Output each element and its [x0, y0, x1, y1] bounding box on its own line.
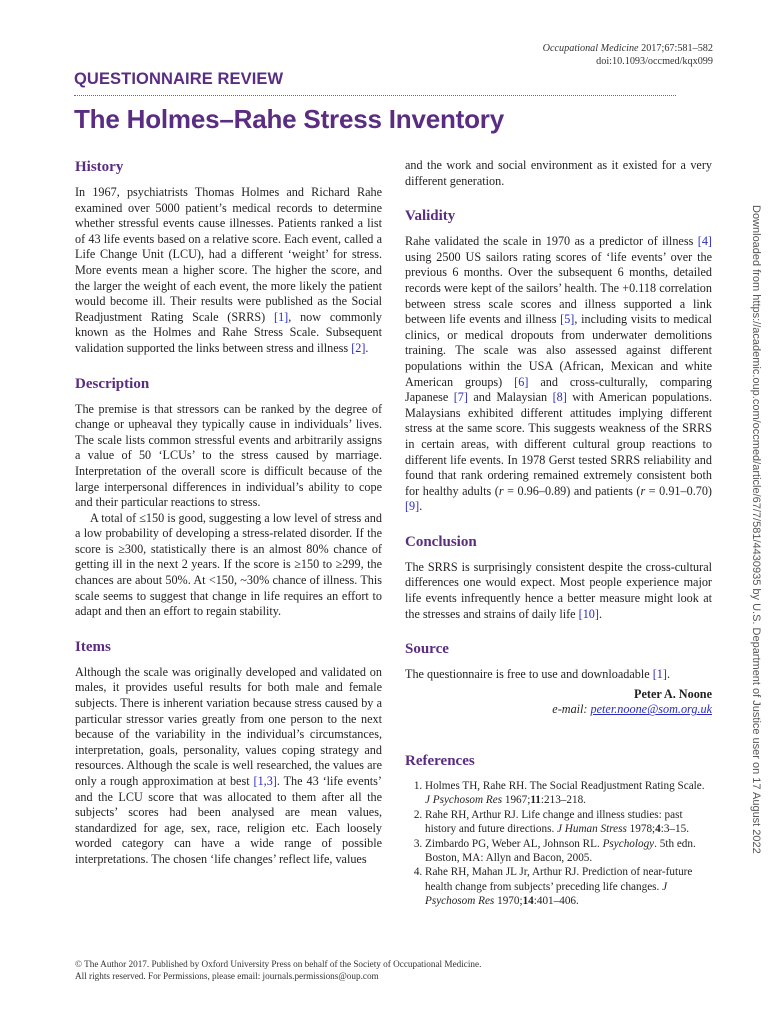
reference-item — [425, 779, 712, 808]
history-text: , now commonly known as the Holmes and Rahe Stress Scale. Subsequent validation supported the links between stress and illness — [75, 309, 383, 355]
ref-authors: Zimbardo PG, Weber AL, Johnson RL. — [425, 837, 603, 850]
validity-text: . — [419, 499, 423, 514]
email-link[interactable]: peter.noone@som.org.uk — [590, 702, 712, 717]
left-column — [75, 158, 382, 868]
citation-link[interactable]: [1,3] — [253, 774, 277, 788]
author-name: Peter A. Noone — [634, 686, 712, 701]
ref-publisher: . 5th edn. Boston, MA: Allyn and Bacon, 2005. — [425, 837, 696, 865]
conclusion-text: . — [598, 606, 602, 621]
source-paragraph — [405, 667, 712, 683]
reference-item — [425, 837, 712, 866]
reference-item — [425, 865, 712, 908]
validity-text: = 0.91–0.70) — [645, 483, 712, 498]
ref-volume: 4 — [655, 823, 661, 836]
conclusion-heading: Conclusion — [405, 533, 477, 550]
section-kicker: QUESTIONNAIRE REVIEW — [74, 70, 284, 88]
source-text: . — [666, 667, 670, 682]
ref-journal: J Human Stress — [557, 823, 627, 836]
copyright-footer — [75, 958, 481, 982]
reference-item — [425, 808, 712, 837]
citation-link[interactable]: [2] — [351, 340, 366, 355]
journal-citation: 2017;67:581–582 — [638, 43, 713, 54]
ref-year: 1978; — [626, 823, 656, 836]
references-heading: References — [405, 753, 475, 770]
validity-text: using 2500 US sailors rating scores of ‘life events’ over the previous 6 months. Over the subsequent 6 months, detailed records were kept of the sailors’ health. The +0.118 correlation between stress scale scores and illness supported a link between life events and illness — [405, 249, 712, 327]
description-paragraph-1: The premise is that stressors can be ranked by the degree of change or upheaval they typically cause in individuals’ lives. The scale lists common stressful events and arbitrarily assigns a value of 50 ‘LCUs’ to the stress caused by marriage. Interpretation of the overall score is difficult because of the large interpersonal differences in individual’s ability to cope and their particular reactions to stress. — [75, 401, 382, 510]
ref-volume: 14 — [522, 895, 534, 908]
conclusion-text: The SRRS is surprisingly consistent despite the cross-cultural differences one would expect. Most people experience major life events infrequently hence a better measure might look at the stresses and strains of daily life — [405, 559, 712, 621]
ref-volume: 11 — [530, 794, 541, 807]
items-text: Although the scale was originally developed and validated on males, it provides useful results for both male and female subjects. There is inherent variation because stress caused by a particular stressor varies greatly from one person to the next because of the variability in the individual’s circumstances, interpretation, goals, personality, values coping strategy and resources. Although the scale is well researched, the values are only a rough approximation at best — [75, 664, 382, 788]
history-text: In 1967, psychiatrists Thomas Holmes and Richard Rahe examined over 5000 patient’s medical records to determine whether stressful events cause illnesses. Patients ranked a list of 43 life events based on a relative score. Each event, called a Life Change Unit (LCU), had a different ‘weight’ for stress. More events mean a higher score. The higher the score, and the larger the weight of each event, the more likely the patient would become ill. Their results were published as the Social Readjustment Rating Scale (SRRS) — [75, 185, 382, 324]
validity-text: with American populations. Malaysians exhibited different attitudes implying different stress at the same score. This suggests weakness of the SRRS in certain areas, with different cultural group reactions to different life events. In 1978 Gerst tested SRRS reliability and found that rank ordering remained extremely consistent both for healthy adults ( — [405, 390, 713, 498]
conclusion-paragraph — [405, 560, 712, 622]
ref-year: 1967; — [502, 794, 531, 807]
ref-journal: Psychology — [602, 837, 655, 850]
email-label: e-mail: — [552, 702, 591, 717]
citation-link[interactable]: [1] — [274, 309, 289, 324]
dotted-divider — [74, 95, 676, 96]
citation-link[interactable]: [8] — [552, 390, 567, 405]
validity-text: and Malaysian — [467, 390, 553, 405]
items-heading: Items — [75, 638, 111, 655]
items-continued: and the work and social environment as it existed for a very different generation. — [405, 158, 712, 188]
ref-journal: J Psychosom Res — [425, 880, 668, 908]
items-paragraph — [75, 665, 382, 868]
journal-name: Occupational Medicine — [542, 43, 639, 54]
citation-link[interactable]: [10] — [578, 606, 599, 621]
ref-authors: Rahe RH, Mahan JL Jr, Arthur RJ. Prediction of near-future health change from subjects’ preceding life changes. — [425, 866, 693, 893]
citation-link[interactable]: [5] — [560, 312, 575, 327]
validity-text: , including visits to medical clinics, or medical dropouts from underwater demolitions training. The scale was also assessed against different populations within the USA (African, Mexican and white American groups) — [405, 312, 712, 389]
description-heading: Description — [75, 375, 150, 392]
description-paragraph-2: A total of ≤150 is good, suggesting a low level of stress and a low probability of developing a stress-related disorder. If the score is ≥300, statistically there is an almost 80% chance of getting ill in the next 2 years. If the score is ≥150 to ≥299, the chances are about 50%. At <150, ~30% chance of illness. This scale seems to suggest that change in life requires an effort to adapt and then an effort to regain stability. — [75, 510, 382, 619]
source-heading: Source — [405, 641, 449, 658]
ref-journal: J Psychosom Res — [425, 794, 503, 807]
validity-paragraph — [405, 234, 712, 515]
author-block — [405, 687, 712, 718]
validity-text: and cross-culturally, comparing Japanese — [405, 374, 712, 405]
doi[interactable]: doi:10.1093/occmed/kqx099 — [596, 56, 713, 67]
validity-heading: Validity — [405, 208, 456, 225]
author-email — [405, 702, 712, 718]
validity-text: = 0.96–0.89) and patients ( — [503, 483, 641, 498]
citation-link[interactable]: [7] — [453, 390, 468, 405]
ref-pages: :401–406. — [533, 895, 579, 908]
citation-link[interactable]: [4] — [697, 234, 712, 249]
stat-symbol: r — [640, 483, 646, 498]
source-text: The questionnaire is free to use and downloadable — [405, 667, 653, 682]
download-side-note: Downloaded from https://academic.oup.com/occmed/article/67/7/581/4430935 by U.S. Department of Justice user on 17 August 2022 — [750, 205, 762, 854]
journal-header — [543, 42, 713, 68]
history-heading: History — [75, 159, 124, 175]
history-paragraph — [75, 185, 382, 357]
citation-link[interactable]: [6] — [514, 374, 529, 389]
permissions-line: All rights reserved. For Permissions, please email: journals.permissions@oup.com — [75, 971, 379, 981]
history-text: . — [365, 340, 369, 355]
copyright-line: © The Author 2017. Published by Oxford University Press on behalf of the Society of Occupational Medicine. — [75, 959, 482, 969]
ref-authors: Rahe RH, Arthur RJ. Life change and illness studies: past history and future directions. — [425, 808, 683, 836]
ref-year: 1970; — [494, 895, 523, 908]
ref-pages: :213–218. — [540, 794, 586, 807]
items-text: . The 43 ‘life events’ and the LCU score that was allocated to them after all the subjects’ scores had been analysed are mean values, standardized for age, sex, race, religion etc. Each loosely worded category can have a wide range of possible interpretations. The chosen ‘life changes’ reflect life, values — [75, 774, 382, 866]
stat-symbol: r — [498, 483, 504, 498]
ref-pages: :3–15. — [660, 823, 690, 836]
ref-authors: Holmes TH, Rahe RH. The Social Readjustment Rating Scale. — [425, 780, 705, 793]
article-title: The Holmes–Rahe Stress Inventory — [74, 104, 504, 134]
citation-link[interactable]: [1] — [652, 667, 667, 682]
reference-list — [405, 779, 712, 909]
right-column — [405, 158, 712, 909]
citation-link[interactable]: [9] — [405, 499, 420, 514]
validity-text: Rahe validated the scale in 1970 as a predictor of illness — [405, 234, 698, 249]
